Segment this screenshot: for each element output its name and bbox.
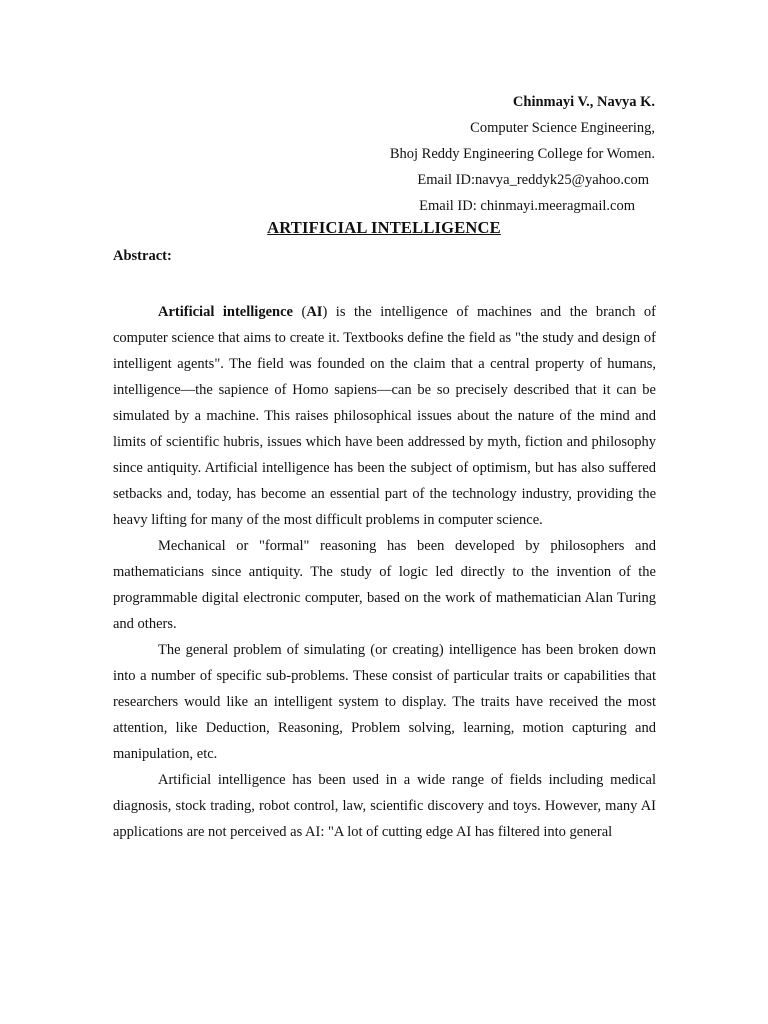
abstract-heading: Abstract: [113, 248, 172, 264]
email-navya: Email ID:navya_reddyk25@yahoo.com [417, 172, 649, 188]
abstract-body [113, 299, 656, 845]
email-chinmayi: Email ID: chinmayi.meeragmail.com [419, 198, 635, 214]
paragraph-1-text: ) is the intelligence of machines and the branch of computer science that aims to create it. Textbooks define the field as "the study and design of intelligent agents". The field was founded on the claim that a central property of humans, intelligence—the sapience of Homo sapiens—can be so precisely described that it can be simulated by a machine. This raises philosophical issues about the nature of the mind and limits of scientific hubris, issues which have been addressed by myth, fiction and philosophy since antiquity. Artificial intelligence has been the subject of optimism, but has also suffered setbacks and, today, has become an essential part of the technology industry, providing the heavy lifting for many of the most difficult problems in computer science. [113, 304, 656, 528]
department: Computer Science Engineering, [470, 120, 655, 136]
author-block [390, 89, 655, 219]
paragraph-4: Artificial intelligence has been used in a wide range of fields including medical diagnosis, stock trading, robot control, law, scientific discovery and toys. However, many AI applications are not perceived as AI: "A lot of cutting edge AI has filtered into general [113, 772, 656, 840]
author-names: Chinmayi V., Navya K. [512, 94, 655, 110]
paragraph-3: The general problem of simulating (or creating) intelligence has been broken down into a number of specific sub-problems. These consist of particular traits or capabilities that researchers would like an intelligent system to display. The traits have received the most attention, like Deduction, Reasoning, Problem solving, learning, motion capturing and manipulation, etc. [113, 642, 656, 762]
paren-open: ( [292, 304, 307, 320]
document-title: ARTIFICIAL INTELLIGENCE [267, 218, 501, 237]
term-ai: AI [306, 304, 323, 320]
paragraph-1 [113, 299, 656, 533]
paragraph-2: Mechanical or "formal" reasoning has been developed by philosophers and mathematicians since antiquity. The study of logic led directly to the invention of the programmable digital electronic computer, based on the work of mathematician Alan Turing and others. [113, 538, 656, 632]
college-name: Bhoj Reddy Engineering College for Women. [389, 146, 655, 162]
term-artificial-intelligence: Artificial intelligence [158, 304, 293, 320]
